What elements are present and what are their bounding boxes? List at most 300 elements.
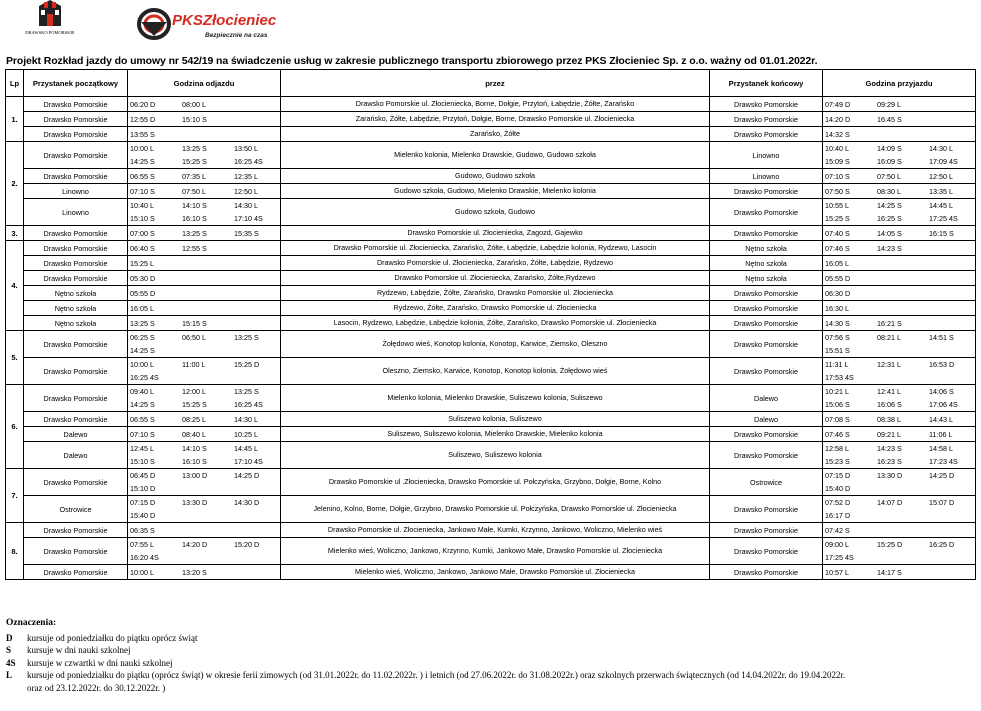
time-value: 14:23 S — [877, 243, 902, 253]
departure-times-line — [128, 142, 280, 155]
time-value: 12:45 L — [130, 444, 154, 453]
arrival-times-line — [823, 496, 975, 509]
time-value: 16:45 S — [877, 114, 902, 124]
legend-item — [6, 669, 847, 694]
arrival-times — [823, 331, 976, 358]
table-row — [6, 496, 976, 523]
departure-times — [128, 97, 281, 112]
via-stops: Oleszno, Ziemsko, Karwice, Konotop, Konotop kolonia, Żołędowo wieś — [281, 358, 710, 385]
pks-logo-name: PKSZłocieniec — [172, 12, 277, 29]
legend — [6, 617, 847, 694]
end-stop: Drawsko Pomorskie — [710, 331, 823, 358]
time-value: 13:25 S — [130, 318, 155, 328]
header-lp: Lp — [6, 70, 24, 97]
time-value: 17:09 4S — [929, 157, 958, 166]
time-value: 13:00 D — [182, 471, 208, 480]
arrival-times-line — [823, 155, 975, 168]
start-stop: Drawsko Pomorskie — [24, 412, 128, 427]
departure-times-line — [128, 242, 280, 255]
arrival-times-line — [823, 455, 975, 468]
departure-times — [128, 127, 281, 142]
time-value: 07:56 S — [825, 333, 850, 342]
time-value: 15:35 S — [234, 228, 259, 238]
departure-times-line — [128, 358, 280, 371]
time-value: 15:06 S — [825, 400, 850, 409]
via-stops: Mielenko wieś, Woliczno, Jankowo, Jankowo Małe, Drawsko Pomorskie ul. Złocieniecka — [281, 565, 710, 580]
time-value: 07:42 S — [825, 525, 850, 535]
end-stop: Linowno — [710, 169, 823, 184]
table-row — [6, 112, 976, 127]
departure-times-line — [128, 371, 280, 384]
departure-times-line — [128, 509, 280, 522]
table-row — [6, 199, 976, 226]
time-value: 08:25 L — [182, 414, 206, 424]
time-value: 09:29 L — [877, 99, 901, 109]
time-value: 06:50 L — [182, 333, 206, 342]
time-value: 08:21 L — [877, 333, 901, 342]
route-number: 7. — [6, 469, 24, 523]
departure-times — [128, 385, 281, 412]
time-value: 14:20 D — [182, 540, 208, 549]
departure-times — [128, 112, 281, 127]
departure-times-line — [128, 227, 280, 240]
via-stops: Drawsko Pomorskie ul. Złocieniecka, Zarańsko, Żółte, Łabędzie, Łabędzie kolonia, Rydzewo, Lasocin — [281, 241, 710, 256]
time-value: 13:25 S — [234, 387, 259, 396]
arrival-times-line — [823, 317, 975, 330]
time-value: 05:30 D — [130, 273, 156, 283]
arrival-times-line — [823, 344, 975, 357]
time-value: 17:06 4S — [929, 400, 958, 409]
table-header-row — [6, 70, 976, 97]
time-value: 10:21 L — [825, 387, 849, 396]
arrival-times-line — [823, 257, 975, 270]
time-value: 10:40 L — [130, 201, 154, 210]
end-stop: Drawsko Pomorskie — [710, 184, 823, 199]
arrival-times — [823, 385, 976, 412]
table-row — [6, 427, 976, 442]
via-stops: Drawsko Pomorskie ul. Złocieniecka, Jankowo Małe, Kumki, Krzynno, Jankowo, Woliczno, Mielenko wieś — [281, 523, 710, 538]
departure-times-line — [128, 428, 280, 441]
time-value: 09:21 L — [877, 429, 901, 439]
header-start-stop: Przystanek początkowy — [24, 70, 128, 97]
time-value: 12:50 L — [929, 171, 953, 181]
arrival-times — [823, 184, 976, 199]
time-value: 10:40 L — [825, 144, 849, 153]
arrival-times-line — [823, 428, 975, 441]
time-value: 14:25 S — [130, 346, 155, 355]
time-value: 17:25 4S — [929, 214, 958, 223]
table-row — [6, 142, 976, 169]
time-value: 16:30 L — [825, 303, 849, 313]
via-stops: Rydzewo, Żółte, Zarańsko, Drawsko Pomorskie ul. Złocieniecka — [281, 301, 710, 316]
header-via: przez — [281, 70, 710, 97]
time-value: 17:25 4S — [825, 553, 854, 562]
time-value: 07:46 S — [825, 429, 850, 439]
start-stop: Drawsko Pomorskie — [24, 112, 128, 127]
arrival-times-line — [823, 538, 975, 551]
time-value: 13:25 S — [182, 144, 207, 153]
time-value: 07:10 S — [130, 186, 155, 196]
legend-items — [6, 632, 847, 695]
time-value: 07:10 S — [130, 429, 155, 439]
page-title: Projekt Rozkład jazdy do umowy nr 542/19 na świadczenie usług w zakresie publicznego transportu zbiorowego przez PKS Złocieniec Sp. z o.o. ważny od 01.01.2022r. — [6, 55, 818, 67]
drawsko-coat-of-arms-icon — [39, 0, 61, 26]
time-value: 15:40 D — [825, 484, 851, 493]
time-value: 07:50 L — [877, 171, 901, 181]
table-row — [6, 256, 976, 271]
start-stop: Drawsko Pomorskie — [24, 358, 128, 385]
departure-times — [128, 412, 281, 427]
end-stop: Nętno szkoła — [710, 256, 823, 271]
departure-times — [128, 142, 281, 169]
end-stop: Ostrowice — [710, 469, 823, 496]
via-stops: Jelenino, Kolno, Borne, Dołgie, Grzybno, Drawsko Pomorskie ul. Połczyńska, Drawsko Pomorskie ul. Złocieniecka — [281, 496, 710, 523]
departure-times-line — [128, 212, 280, 225]
time-value: 12:35 L — [234, 171, 258, 181]
pks-logo-tagline: Bezpiecznie na czas — [205, 32, 268, 39]
end-stop: Drawsko Pomorskie — [710, 523, 823, 538]
via-stops: Drawsko Pomorskie ul. Złocieniecka, Zarańsko, Żółte,Rydzewo — [281, 271, 710, 286]
time-value: 12:31 L — [877, 360, 901, 369]
arrival-times — [823, 241, 976, 256]
arrival-times — [823, 442, 976, 469]
legend-symbol: D — [6, 632, 13, 643]
via-stops: Żołędowo wieś, Konotop kolonia, Konotop, Karwice, Ziemsko, Oleszno — [281, 331, 710, 358]
legend-text: kursuje w dni nauki szkolnej — [27, 645, 131, 655]
arrival-times — [823, 427, 976, 442]
time-value: 07:40 S — [825, 228, 850, 238]
time-value: 14:25 D — [234, 471, 260, 480]
time-value: 12:55 S — [182, 243, 207, 253]
table-row — [6, 385, 976, 412]
time-value: 07:08 S — [825, 414, 850, 424]
time-value: 16:05 L — [130, 303, 154, 313]
start-stop: Ostrowice — [24, 496, 128, 523]
header-logos — [0, 0, 981, 54]
departure-times-line — [128, 155, 280, 168]
time-value: 16:10 S — [182, 214, 207, 223]
arrival-times-line — [823, 242, 975, 255]
time-value: 16:09 S — [877, 157, 902, 166]
via-stops: Drawsko Pomorskie ul .Złocieniecka, Drawsko Pomorskie ul. Połczyńska, Grzybno, Dołgie, Borne, Kolno — [281, 469, 710, 496]
start-stop: Drawsko Pomorskie — [24, 256, 128, 271]
time-value: 07:55 L — [130, 540, 154, 549]
time-value: 15:10 S — [182, 114, 207, 124]
via-stops: Drawsko Pomorskie ul. Złocieniecka, Zarańsko, Żółte, Łabędzie, Rydzewo — [281, 256, 710, 271]
time-value: 14:23 S — [877, 444, 902, 453]
time-value: 13:30 D — [182, 498, 208, 507]
route-number: 3. — [6, 226, 24, 241]
time-value: 14:10 S — [182, 444, 207, 453]
arrival-times-line — [823, 358, 975, 371]
time-value: 10:00 L — [130, 567, 154, 577]
departure-times-line — [128, 302, 280, 315]
time-value: 15:10 S — [130, 214, 155, 223]
time-value: 08:40 L — [182, 429, 206, 439]
header-departure: Godzina odjazdu — [128, 70, 281, 97]
via-stops: Gudowo, Gudowo szkoła — [281, 169, 710, 184]
time-value: 14:30 L — [929, 144, 953, 153]
time-value: 09:40 L — [130, 387, 154, 396]
time-value: 15:10 S — [130, 457, 155, 466]
time-value: 06:25 S — [130, 333, 155, 342]
departure-times-line — [128, 287, 280, 300]
arrival-times-line — [823, 98, 975, 111]
departure-times — [128, 256, 281, 271]
time-value: 15:51 S — [825, 346, 850, 355]
table-row — [6, 523, 976, 538]
time-value: 14:10 S — [182, 201, 207, 210]
departure-times-line — [128, 185, 280, 198]
arrival-times-line — [823, 302, 975, 315]
departure-times — [128, 442, 281, 469]
end-stop: Drawsko Pomorskie — [710, 199, 823, 226]
departure-times — [128, 286, 281, 301]
end-stop: Drawsko Pomorskie — [710, 316, 823, 331]
logos-svg — [0, 0, 981, 54]
arrival-times-line — [823, 113, 975, 126]
end-stop: Drawsko Pomorskie — [710, 127, 823, 142]
arrival-times — [823, 316, 976, 331]
departure-times — [128, 199, 281, 226]
departure-times-line — [128, 385, 280, 398]
arrival-times — [823, 199, 976, 226]
departure-times — [128, 331, 281, 358]
time-value: 06:55 S — [130, 171, 155, 181]
arrival-times-line — [823, 212, 975, 225]
arrival-times — [823, 169, 976, 184]
table-row — [6, 226, 976, 241]
time-value: 10:25 L — [234, 429, 258, 439]
route-number: 2. — [6, 142, 24, 226]
departure-times — [128, 358, 281, 385]
legend-symbol: L — [6, 670, 13, 680]
time-value: 17:10 4S — [234, 457, 263, 466]
arrival-times — [823, 538, 976, 565]
departure-times-line — [128, 524, 280, 537]
time-value: 07:52 D — [825, 498, 851, 507]
start-stop: Linowno — [24, 184, 128, 199]
start-stop: Drawsko Pomorskie — [24, 226, 128, 241]
arrival-times-line — [823, 469, 975, 482]
time-value: 16:06 S — [877, 400, 902, 409]
time-value: 12:55 D — [130, 114, 156, 124]
time-value: 15:25 S — [825, 214, 850, 223]
table-row — [6, 301, 976, 316]
time-value: 14:30 D — [234, 498, 260, 507]
arrival-times — [823, 127, 976, 142]
time-value: 11:06 L — [929, 429, 953, 439]
time-value: 14:25 D — [929, 471, 955, 480]
arrival-times-line — [823, 128, 975, 141]
departure-times-line — [128, 113, 280, 126]
time-value: 06:45 D — [130, 471, 156, 480]
via-stops: Mielenko wieś, Woliczno, Jankowo, Krzynno, Kumki, Jankowo Małe, Drawsko Pomorskie ul. Złocieniecka — [281, 538, 710, 565]
arrival-times-line — [823, 331, 975, 344]
departure-times-line — [128, 566, 280, 579]
route-number: 6. — [6, 385, 24, 469]
via-stops: Suliszewo kolonia, Suliszewo — [281, 412, 710, 427]
legend-text: kursuje od poniedziałku do piątku (oprócz świąt) w okresie ferii zimowych (od 31.01.2022r. do 11.02.2022r. ) i letnich (od 27.06.2022r. do 31.08.2022r.) oraz szkolnych przerwach świątecznych (od 14.04.2022r. do 19.04.2022r. oraz od 23.12.2022r. do 30.12.2022r. ) — [27, 670, 846, 693]
departure-times — [128, 469, 281, 496]
via-stops: Mielenko kolonia, Mielenko Drawskie, Gudowo, Gudowo szkoła — [281, 142, 710, 169]
departure-times-line — [128, 170, 280, 183]
time-value: 16:53 D — [929, 360, 955, 369]
arrival-times-line — [823, 509, 975, 522]
time-value: 10:55 L — [825, 201, 849, 210]
time-value: 13:35 L — [929, 186, 953, 196]
time-value: 06:55 S — [130, 414, 155, 424]
via-stops: Gudowo szkoła, Gudowo — [281, 199, 710, 226]
time-value: 16:20 4S — [130, 553, 159, 562]
arrival-times-line — [823, 170, 975, 183]
departure-times — [128, 184, 281, 199]
time-value: 14:45 L — [234, 444, 258, 453]
end-stop: Linowno — [710, 142, 823, 169]
departure-times — [128, 523, 281, 538]
end-stop: Drawsko Pomorskie — [710, 427, 823, 442]
arrival-times — [823, 358, 976, 385]
table-row — [6, 565, 976, 580]
end-stop: Drawsko Pomorskie — [710, 565, 823, 580]
time-value: 11:31 L — [825, 360, 849, 369]
time-value: 17:53 4S — [825, 373, 854, 382]
end-stop: Dalewo — [710, 412, 823, 427]
table-row — [6, 469, 976, 496]
time-value: 10:00 L — [130, 144, 154, 153]
table-row — [6, 331, 976, 358]
time-value: 07:15 D — [130, 498, 156, 507]
time-value: 14:06 S — [929, 387, 954, 396]
time-value: 13:20 S — [182, 567, 207, 577]
departure-times-line — [128, 257, 280, 270]
departure-times-line — [128, 551, 280, 564]
departure-times-line — [128, 398, 280, 411]
time-value: 08:38 L — [877, 414, 901, 424]
end-stop: Drawsko Pomorskie — [710, 97, 823, 112]
time-value: 05:55 D — [130, 288, 156, 298]
via-stops: Lasocin, Rydzewo, Łabędzie, Łabędzie kolonia, Żółte, Zarańsko, Drawsko Pomorskie ul. Złocieniecka — [281, 316, 710, 331]
time-value: 10:57 L — [825, 567, 849, 577]
arrival-times — [823, 565, 976, 580]
departure-times-line — [128, 538, 280, 551]
arrival-times — [823, 97, 976, 112]
departure-times-line — [128, 317, 280, 330]
table-row — [6, 316, 976, 331]
arrival-times-line — [823, 142, 975, 155]
via-stops: Gudowo szkoła, Gudowo, Mielenko Drawskie, Mielenko kolonia — [281, 184, 710, 199]
departure-times-line — [128, 272, 280, 285]
arrival-times-line — [823, 185, 975, 198]
route-number: 5. — [6, 331, 24, 385]
time-value: 09:00 L — [825, 540, 849, 549]
time-value: 14:20 D — [825, 114, 851, 124]
time-value: 10:00 L — [130, 360, 154, 369]
time-value: 14:58 L — [929, 444, 953, 453]
end-stop: Dalewo — [710, 385, 823, 412]
time-value: 15:40 D — [130, 511, 156, 520]
time-value: 07:46 S — [825, 243, 850, 253]
time-value: 07:50 L — [182, 186, 206, 196]
time-value: 07:50 S — [825, 186, 850, 196]
time-value: 08:00 L — [182, 99, 206, 109]
time-value: 14:30 S — [825, 318, 850, 328]
arrival-times-line — [823, 482, 975, 495]
departure-times — [128, 301, 281, 316]
route-number: 4. — [6, 241, 24, 331]
time-value: 06:35 S — [130, 525, 155, 535]
timetable-body — [6, 97, 976, 580]
arrival-times — [823, 271, 976, 286]
timetable — [5, 69, 976, 580]
time-value: 07:10 S — [825, 171, 850, 181]
departure-times — [128, 496, 281, 523]
time-value: 14:09 S — [877, 144, 902, 153]
end-stop: Drawsko Pomorskie — [710, 358, 823, 385]
time-value: 17:10 4S — [234, 214, 263, 223]
legend-item — [6, 657, 847, 670]
arrival-times-line — [823, 385, 975, 398]
end-stop: Drawsko Pomorskie — [710, 442, 823, 469]
start-stop: Dalewo — [24, 427, 128, 442]
via-stops: Drawsko Pomorskie ul. Złocieniecka, Zagozd, Gajewko — [281, 226, 710, 241]
departure-times — [128, 427, 281, 442]
time-value: 07:49 D — [825, 99, 851, 109]
start-stop: Drawsko Pomorskie — [24, 331, 128, 358]
time-value: 16:25 4S — [130, 373, 159, 382]
time-value: 15:23 S — [825, 457, 850, 466]
time-value: 12:41 L — [877, 387, 901, 396]
arrival-times — [823, 226, 976, 241]
arrival-times — [823, 412, 976, 427]
time-value: 15:25 L — [130, 258, 154, 268]
end-stop: Drawsko Pomorskie — [710, 112, 823, 127]
start-stop: Drawsko Pomorskie — [24, 565, 128, 580]
time-value: 16:25 4S — [234, 400, 263, 409]
departure-times-line — [128, 413, 280, 426]
end-stop: Drawsko Pomorskie — [710, 301, 823, 316]
arrival-times-line — [823, 272, 975, 285]
time-value: 14:07 D — [877, 498, 903, 507]
time-value: 15:15 S — [182, 318, 207, 328]
start-stop: Drawsko Pomorskie — [24, 538, 128, 565]
legend-symbol: S — [6, 645, 12, 655]
start-stop: Nętno szkoła — [24, 316, 128, 331]
arrival-times — [823, 523, 976, 538]
time-value: 14:17 S — [877, 567, 902, 577]
end-stop: Drawsko Pomorskie — [710, 226, 823, 241]
time-value: 13:30 D — [877, 471, 903, 480]
time-value: 08:30 L — [877, 186, 901, 196]
table-row — [6, 271, 976, 286]
table-row — [6, 358, 976, 385]
departure-times-line — [128, 331, 280, 344]
time-value: 06:40 S — [130, 243, 155, 253]
table-row — [6, 241, 976, 256]
arrival-times — [823, 256, 976, 271]
start-stop: Drawsko Pomorskie — [24, 142, 128, 169]
time-value: 12:50 L — [234, 186, 258, 196]
time-value: 15:25 D — [877, 540, 903, 549]
start-stop: Nętno szkoła — [24, 286, 128, 301]
legend-text: kursuje od poniedziałku do piątku oprócz świąt — [27, 632, 198, 643]
departure-times-line — [128, 496, 280, 509]
arrival-times-line — [823, 287, 975, 300]
arrival-times-line — [823, 371, 975, 384]
time-value: 07:15 D — [825, 471, 851, 480]
time-value: 15:07 D — [929, 498, 955, 507]
time-value: 14:30 L — [234, 414, 258, 424]
